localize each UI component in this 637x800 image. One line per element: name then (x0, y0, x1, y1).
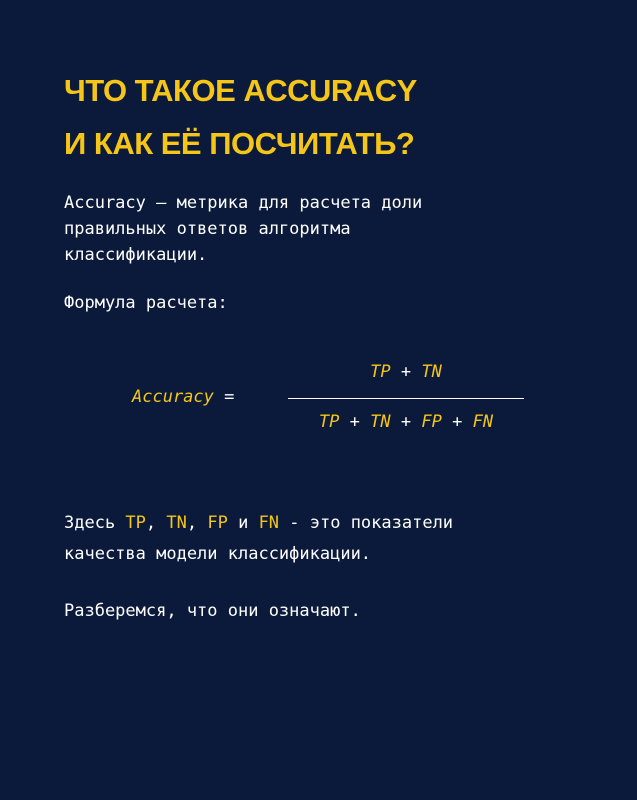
slide-title (64, 64, 417, 170)
formula-numerator (288, 359, 524, 385)
plus-operator: + (349, 412, 360, 432)
denominator-term: TN (370, 412, 391, 432)
separator: , (145, 513, 167, 533)
intro-paragraph (64, 190, 584, 268)
formula-lhs (132, 384, 234, 410)
explanation-line-1 (64, 508, 604, 539)
term-fp: FP (207, 513, 228, 533)
explanation-line-2: качества модели классификации. (64, 544, 372, 564)
term-tp: TP (125, 513, 146, 533)
numerator-term: TP (370, 362, 391, 382)
conjunction: и (227, 513, 259, 533)
numerator-term: TN (421, 362, 442, 382)
term-fn: FN (258, 513, 280, 533)
plus-operator: + (452, 412, 463, 432)
plus-operator: + (400, 362, 412, 382)
intro-line-1: Accuracy — метрика для расчета доли (64, 193, 423, 213)
plus-operator: + (400, 412, 412, 432)
explanation-prefix: Здесь (64, 513, 126, 533)
denominator-term: FN (472, 412, 494, 432)
formula-equals: = (224, 387, 235, 407)
title-line-1: ЧТО ТАКОЕ ACCURACY (64, 73, 417, 108)
intro-line-3: классификации. (64, 245, 208, 265)
outro-text: Разберемся, что они означают. (64, 601, 361, 621)
fraction-line (288, 398, 524, 399)
intro-line-2: правильных ответов алгоритма (64, 219, 351, 239)
denominator-term: TP (318, 412, 340, 432)
separator: , (186, 513, 208, 533)
formula-lhs-term: Accuracy (132, 387, 214, 407)
title-line-2: И КАК ЕЁ ПОСЧИТАТЬ? (64, 126, 415, 161)
explanation-suffix: - это показатели (279, 513, 454, 533)
formula-label: Формула расчета: (64, 293, 228, 313)
explanation-paragraph (64, 508, 604, 570)
term-tn: TN (166, 513, 187, 533)
formula-denominator (288, 409, 524, 435)
denominator-term: FP (421, 412, 442, 432)
